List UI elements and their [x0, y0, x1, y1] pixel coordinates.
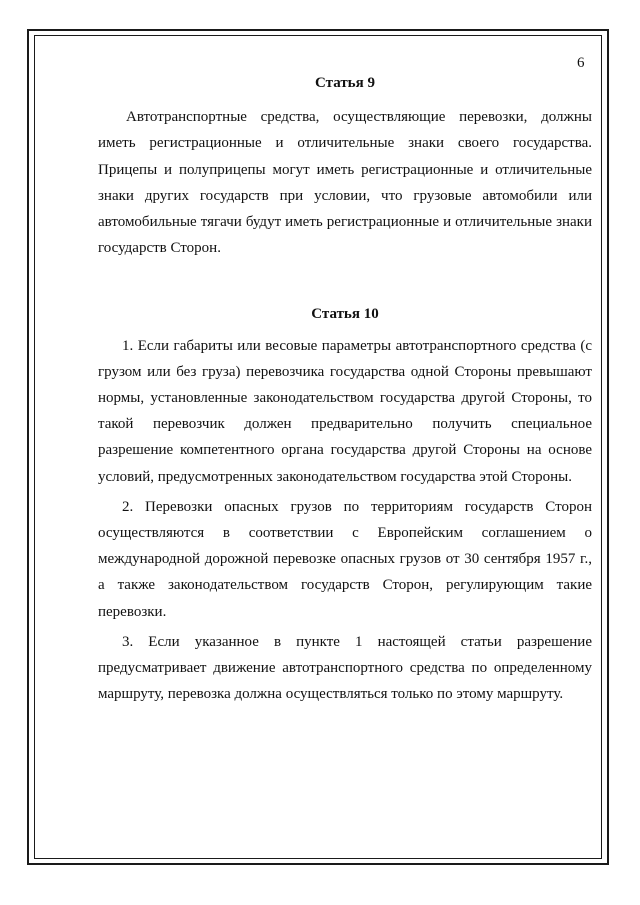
article-9-title: Статья 9	[315, 75, 375, 91]
article-10-paragraph-2: 2. Перевозки опасных грузов по территориям государств Сторон осуществляются в соответствии с Европейским соглашением о международной дорожной перевозке опасных грузов от 30 сентября 1957 г., а также законодательством государств Сторон, регулирующим такие перевозки.	[98, 498, 592, 620]
page-number: 6	[577, 55, 585, 71]
article-10-paragraph-1: 1. Если габариты или весовые параметры автотранспортного средства (с грузом или без груза) перевозчика государства одной Стороны превышают нормы, установленные законодательством государства другой Стороны, то такой перевозчик должен предварительно получить специальное разрешение компетентного органа государства другой Стороны на основе условий, предусмотренных законодательством государства этой Стороны.	[98, 337, 592, 485]
article-9-text: Автотранспортные средства, осуществляющие перевозки, должны иметь регистрационные и отличительные знаки своего государства. Прицепы и полуприцепы могут иметь регистрационные и отличительные знаки других государств при условии, что грузовые автомобили или автомобильные тягачи будут иметь регистрационные и отличительные знаки государств Сторон.	[98, 109, 592, 257]
article-10-title: Статья 10	[311, 306, 379, 323]
document-body	[98, 66, 592, 707]
article-10-paragraph-3: 3. Если указанное в пункте 1 настоящей статьи разрешение предусматривает движение автотранспортного средства по определенному маршруту, перевозка должна осуществляться только по этому маршруту.	[98, 633, 592, 703]
